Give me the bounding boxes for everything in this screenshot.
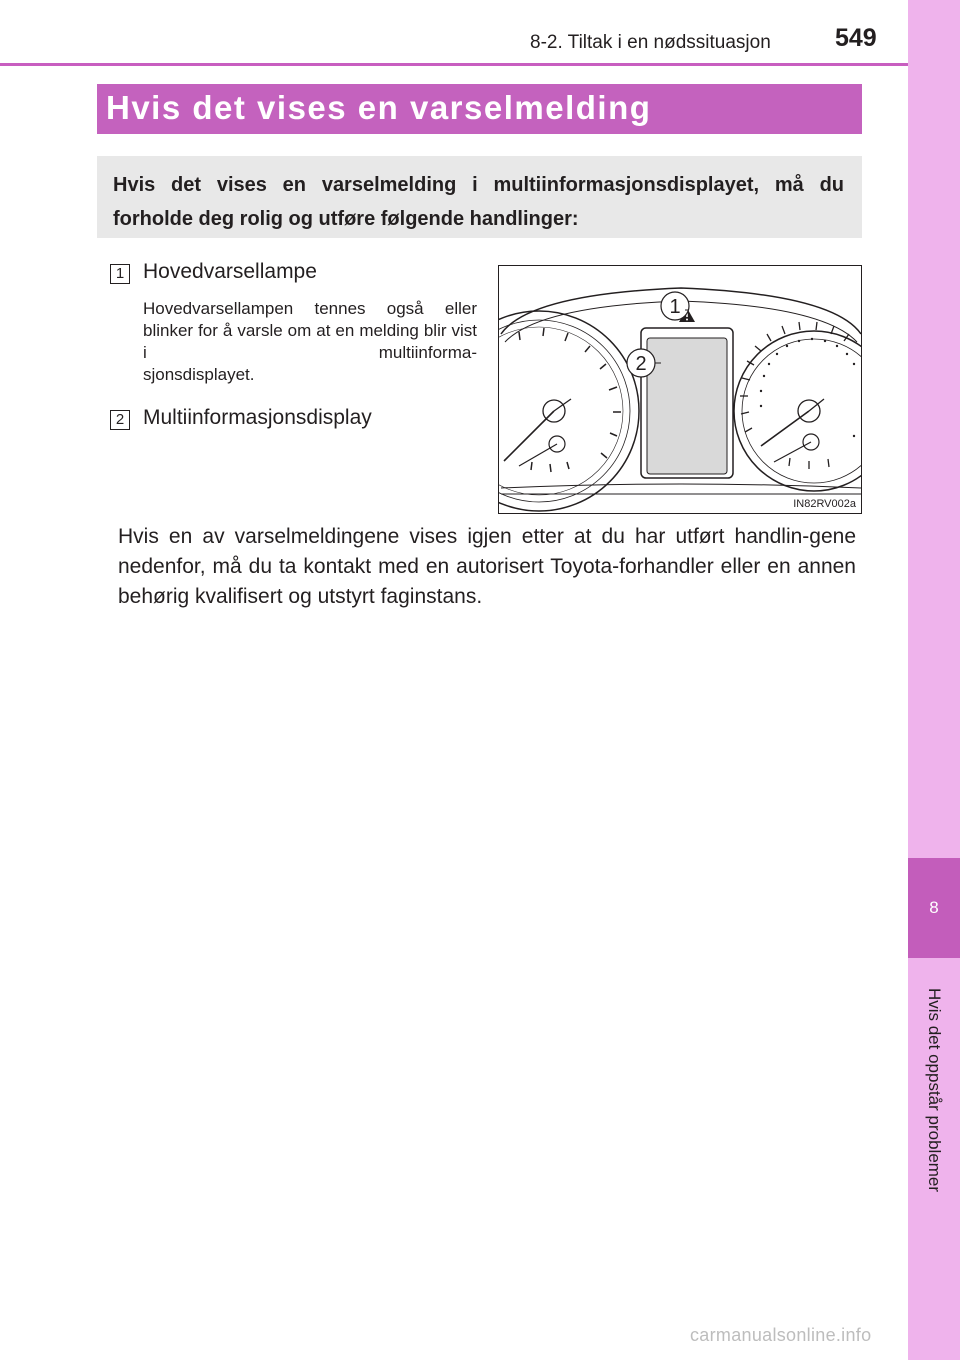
instrument-cluster-illustration [498,265,862,514]
item-number-1: 1 [110,264,130,284]
chapter-number-tab [908,858,960,958]
item-description-1: Hovedvarsellampen tennes også eller blinker for å varsle om at en melding blir vist i multiinforma- [143,299,477,362]
item-description-1-end: sjonsdisplayet. [143,365,255,384]
callout-1 [661,292,689,320]
intro-box [97,156,862,238]
body-paragraph: Hvis en av varselmeldingene vises igjen etter at du har utført handlin-gene nedenfor, må du ta kontakt med en autorisert Toyota-forhandler eller en annen behørig kvalifisert og utstyrt faginstans. [118,525,856,608]
callout-2-number: 2 [635,353,647,375]
item-number-2: 2 [110,410,130,430]
section-heading: 8-2. Tiltak i en nødssituasjon [530,32,771,53]
chapter-number: 8 [929,898,939,917]
intro-text: Hvis det vises en varselmelding i multiinformasjonsdisplayet, må du forholde deg rolig og utføre følgende handlinger: [113,174,844,230]
callout-1-number: 1 [669,296,681,318]
page-title: Hvis det vises en varselmelding [97,84,862,134]
item-title-2: Multiinformasjonsdisplay [143,406,372,429]
chapter-title: Hvis det oppstår problemer [925,987,944,1193]
item-title-1: Hovedvarsellampe [143,260,317,283]
watermark: carmanualsonline.info [690,1325,872,1345]
illustration-code: IN82RV002a [793,498,856,510]
instrument-cluster-drawing [499,266,862,514]
header-divider [0,63,908,66]
page-number: 549 [835,24,877,52]
